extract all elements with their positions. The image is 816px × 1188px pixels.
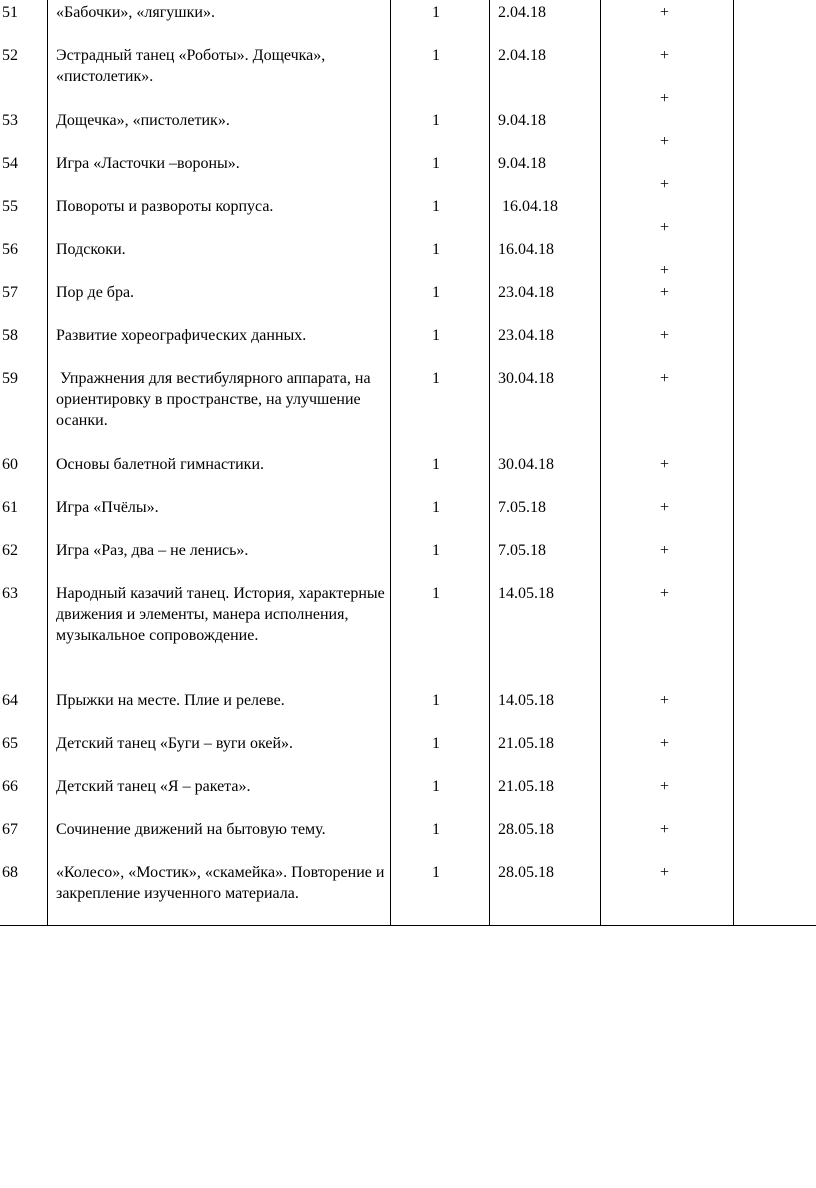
row-date: 14.05.18 bbox=[498, 692, 554, 709]
row-number: 63 bbox=[2, 585, 18, 602]
row-topic: Подскоки. bbox=[56, 241, 126, 258]
row-number: 53 bbox=[2, 112, 18, 129]
row-date: 30.04.18 bbox=[498, 456, 554, 473]
row-date: 2.04.18 bbox=[498, 4, 546, 21]
row-hours: 1 bbox=[432, 456, 440, 473]
row-date: 21.05.18 bbox=[498, 778, 554, 795]
extra-mark: + bbox=[660, 176, 670, 193]
column-divider bbox=[489, 0, 490, 926]
row-date: 28.05.18 bbox=[498, 864, 554, 881]
row-number: 52 bbox=[2, 47, 18, 64]
row-topic: Эстрадный танец «Роботы». Дощечка», «пистолетик». bbox=[56, 47, 326, 85]
row-mark: + bbox=[660, 585, 670, 602]
row-date: 23.04.18 bbox=[498, 284, 554, 301]
row-number: 56 bbox=[2, 241, 18, 258]
row-hours: 1 bbox=[432, 155, 440, 172]
row-hours: 1 bbox=[432, 112, 440, 129]
row-topic: Развитие хореографических данных. bbox=[56, 327, 307, 344]
row-mark: + bbox=[660, 735, 670, 752]
row-mark: + bbox=[660, 499, 670, 516]
row-hours: 1 bbox=[432, 499, 440, 516]
row-topic: Игра «Пчёлы». bbox=[56, 499, 159, 516]
row-number: 51 bbox=[2, 4, 18, 21]
row-number: 55 bbox=[2, 198, 18, 215]
row-number: 62 bbox=[2, 542, 18, 559]
row-date: 16.04.18 bbox=[498, 198, 558, 215]
row-hours: 1 bbox=[432, 327, 440, 344]
row-hours: 1 bbox=[432, 241, 440, 258]
row-date: 16.04.18 bbox=[498, 241, 554, 258]
row-date: 7.05.18 bbox=[498, 542, 546, 559]
row-hours: 1 bbox=[432, 4, 440, 21]
row-topic: Народный казачий танец. История, характерные движения и элементы, манера исполнения, музыкальное сопровождение. bbox=[56, 585, 385, 644]
row-hours: 1 bbox=[432, 47, 440, 64]
row-number: 58 bbox=[2, 327, 18, 344]
row-mark: + bbox=[660, 456, 670, 473]
row-hours: 1 bbox=[432, 864, 440, 881]
row-number: 66 bbox=[2, 778, 18, 795]
row-topic: Игра «Ласточки –вороны». bbox=[56, 155, 240, 172]
row-topic: Прыжки на месте. Плие и релеве. bbox=[56, 692, 285, 709]
row-number: 64 bbox=[2, 692, 18, 709]
extra-mark: + bbox=[660, 90, 670, 107]
row-topic: Сочинение движений на бытовую тему. bbox=[56, 821, 326, 838]
row-topic: «Колесо», «Мостик», «скамейка». Повторение и закрепление изученного материала. bbox=[56, 864, 385, 902]
row-mark: + bbox=[660, 4, 670, 21]
row-number: 60 bbox=[2, 456, 18, 473]
row-topic: Игра «Раз, два – не ленись». bbox=[56, 542, 249, 559]
row-topic: Детский танец «Я – ракета». bbox=[56, 778, 251, 795]
row-date: 28.05.18 bbox=[498, 821, 554, 838]
row-number: 54 bbox=[2, 155, 18, 172]
row-hours: 1 bbox=[432, 284, 440, 301]
column-divider bbox=[733, 0, 734, 926]
row-number: 67 bbox=[2, 821, 18, 838]
row-mark: + bbox=[660, 864, 670, 881]
row-mark: + bbox=[660, 370, 670, 387]
row-mark: + bbox=[660, 542, 670, 559]
row-hours: 1 bbox=[432, 542, 440, 559]
row-date: 9.04.18 bbox=[498, 112, 546, 129]
row-date: 7.05.18 bbox=[498, 499, 546, 516]
row-number: 61 bbox=[2, 499, 18, 516]
row-hours: 1 bbox=[432, 821, 440, 838]
row-mark: + bbox=[660, 821, 670, 838]
row-topic: «Бабочки», «лягушки». bbox=[56, 4, 215, 21]
row-topic: Основы балетной гимнастики. bbox=[56, 456, 265, 473]
row-hours: 1 bbox=[432, 585, 440, 602]
row-topic: Упражнения для вестибулярного аппарата, на ориентировку в пространстве, на улучшение осанки. bbox=[56, 370, 375, 429]
row-mark: + bbox=[660, 692, 670, 709]
row-topic: Пор де бра. bbox=[56, 284, 135, 301]
row-number: 68 bbox=[2, 864, 18, 881]
row-topic: Дощечка», «пистолетик». bbox=[56, 112, 230, 129]
row-number: 57 bbox=[2, 284, 18, 301]
row-number: 65 bbox=[2, 735, 18, 752]
column-divider bbox=[600, 0, 601, 926]
column-divider bbox=[390, 0, 391, 926]
row-date: 23.04.18 bbox=[498, 327, 554, 344]
extra-mark: + bbox=[660, 133, 670, 150]
row-number: 59 bbox=[2, 370, 18, 387]
row-topic: Детский танец «Буги – вуги окей». bbox=[56, 735, 293, 752]
row-hours: 1 bbox=[432, 692, 440, 709]
row-date: 30.04.18 bbox=[498, 370, 554, 387]
row-hours: 1 bbox=[432, 370, 440, 387]
row-topic: Повороты и развороты корпуса. bbox=[56, 198, 274, 215]
row-hours: 1 bbox=[432, 735, 440, 752]
row-hours: 1 bbox=[432, 778, 440, 795]
extra-mark: + bbox=[660, 219, 670, 236]
row-hours: 1 bbox=[432, 198, 440, 215]
extra-mark: + bbox=[660, 262, 670, 279]
row-date: 14.05.18 bbox=[498, 585, 554, 602]
row-mark: + bbox=[660, 47, 670, 64]
table-bottom-border bbox=[0, 925, 816, 926]
row-mark: + bbox=[660, 327, 670, 344]
row-mark: + bbox=[660, 778, 670, 795]
row-date: 2.04.18 bbox=[498, 47, 546, 64]
row-date: 9.04.18 bbox=[498, 155, 546, 172]
column-divider bbox=[47, 0, 48, 926]
row-mark: + bbox=[660, 284, 670, 301]
row-date: 21.05.18 bbox=[498, 735, 554, 752]
